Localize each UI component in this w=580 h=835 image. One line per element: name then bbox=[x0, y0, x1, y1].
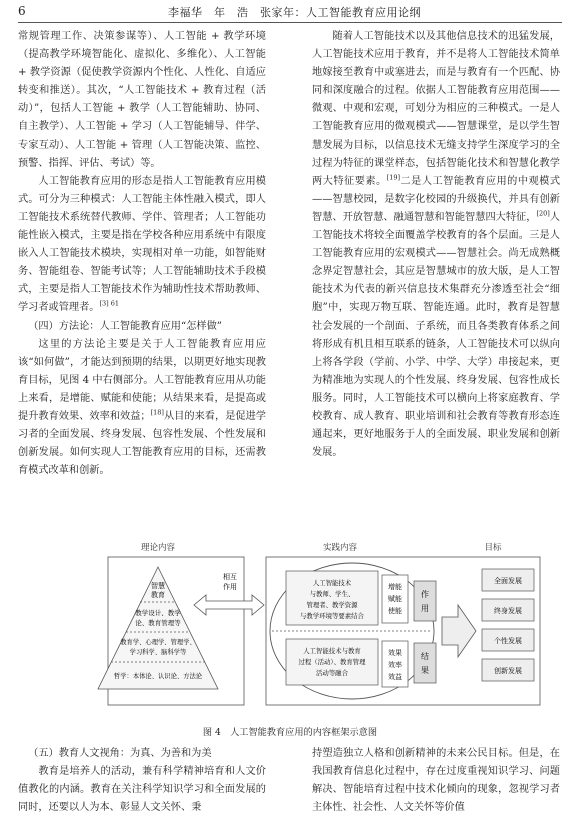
practice-box-line: 人工智能技术与教育 bbox=[303, 647, 361, 655]
practice-box-line: 过程（活动）、教育管理 bbox=[298, 658, 366, 666]
citation: [20] bbox=[536, 209, 550, 218]
left-column bbox=[18, 28, 266, 480]
result-label: 效果 bbox=[388, 649, 402, 657]
function-label: 增能 bbox=[388, 583, 402, 591]
paragraph: 这里的方法论主要是关于人工智能教育应用应该“如何做”，才能达到预期的结果，以期更好地实现教育目标，见图 4 中右侧部分。人工智能教育应用从功能上来看，是增能、赋能和使能；从结果来看，是提高或提升教育效果、效率和效益；[18]从目的来看，是促进学习者的全面发展、终身发展、包容性发展、个性发展和创新发展。如何实现人工智能教育应用的目标，还需教育模式改革和创新。 bbox=[18, 338, 266, 477]
page-number: 6 bbox=[18, 4, 26, 18]
goal-label: 全面发展 bbox=[494, 577, 522, 585]
pyramid-level2-label: 教学设计、教学 bbox=[135, 609, 181, 617]
mutual-label: 相互 bbox=[223, 573, 237, 581]
section-heading: （五）教育人文视角：为真、为善和为美 bbox=[28, 748, 212, 759]
pyramid-level3-label: 教育学、心理学、管理学、 bbox=[120, 639, 196, 646]
action-label: 结 bbox=[421, 652, 429, 661]
theory-pyramid bbox=[98, 567, 218, 689]
citation: [19] bbox=[386, 173, 401, 182]
pyramid-level3-label: 学习科学、脑科学等 bbox=[129, 649, 187, 656]
pyramid-top-label: 教育 bbox=[151, 591, 165, 599]
running-title: 李福华 年 浩 张家年：人工智能教育应用论纲 bbox=[168, 6, 421, 19]
running-header bbox=[18, 4, 562, 23]
paragraph: 人工智能教育应用的形态是指人工智能教育应用模式。可分为三种模式：人工智能主体性融入模式，即人工智能技术系统替代教师、学伴、管理者；人工智能功能性嵌入模式，主要是指在学校各种应用系统中有限度嵌入人工智能技术模块，实现相对单一功能，如智能财务、智能组卷、智能考试等；人工智能辅助技术手段模式，主要是指人工智能技术作为辅助性技术帮助教师、学习者或管理者。$^{[3] 61}$ bbox=[18, 175, 266, 314]
paragraph: 随着人工智能技术以及其他信息技术的迅猛发展，人工智能技术应用于教育，并不是将人工智能技术简单地嫁接至教育中或塞进去，而是与教育有一个匹配、协同和深度融合的过程。依据人工智能教育应用范围——微观、中观和宏观，可划分为相应的三种模式。一是人工智能教育应用的微观模式——智慧课堂，是以学生智慧发展为目标，以信息技术无缝支持学生深度学习的全过程为特征的课堂样态，包括智能化技术和智慧化教学两大特征要素。[19]二是人工智能教育应用的中观模式——智慧校园，是数字化校园的升级换代，并具有创新智慧、开放智慧、融通智慧和智能智慧四大特征，[20]人工智能技术将较全面覆盖学校教育的各个层面。三是人工智能教育应用的宏观模式——智慧社会。尚无成熟概念界定智慧社会，其应是智慧城市的放大版，是人工智能技术为代表的新兴信息技术集群充分渗透至社会“细胞”中，实现万物互联、智能连通。此时，教育是智慧社会发展的一个剖面、子系统，而且各类教育体系之间将形成有机且相互联系的链条，人工智能技术可以纵向上将各学段（学前、小学、中学、大学）串接起来，更为精准地为实现人的个性发展、终身发展、包容性成长服务。同时，人工智能技术可以横向上将家庭教育、学校教育、成人教育、职业培训和社会教育等教育形态连通起来，更好地服务于人的全面发展、职业发展和创新发展。 bbox=[312, 31, 561, 459]
goal-label: 终身发展 bbox=[494, 607, 522, 615]
citation: [3] 61 bbox=[99, 300, 120, 309]
mutual-label: 作用 bbox=[223, 583, 237, 591]
figure-caption: 图 4 人工智能教育应用的内容框架示意图 bbox=[202, 727, 378, 738]
practice-title: 实践内容 bbox=[322, 543, 358, 553]
paragraph: 常规管理工作、决策参谋等）、人工智能 + 教学环境（提高教学环境智能化、虚拟化、多维化）、人工智能 + 教学资源（促使教学资源内个性化、人性化、自适应转变和推送）。其次，“人工智能技术 + 教育过程（活动）”，包括人工智能 + 教学（人工智能辅助、协同、自主教学）、人工智能 + 学习（人工智能辅导、伴学、专家互动）、人工智能 + 管理（人工智能决策、监控、预警、指挥、评估、考试）等。 bbox=[18, 31, 266, 169]
result-label: 效益 bbox=[388, 673, 402, 681]
practice-box-line: 与教师、学生、 bbox=[309, 590, 355, 598]
goal-label: 创新发展 bbox=[494, 667, 522, 675]
function-label: 赋能 bbox=[388, 595, 402, 603]
practice-box-line: 与教学环境等要素结合 bbox=[300, 612, 364, 620]
left-column-bottom bbox=[18, 745, 266, 817]
paragraph: 教育是培养人的活动，兼有科学精神培育和人文价值教化的内涵。教育在关注科学知识学习和全面发展的同时，还要以人为本、彰显人文关怀、秉 bbox=[18, 766, 266, 814]
citation: [18] bbox=[150, 408, 164, 417]
practice-box-line: 人工智能技术 bbox=[312, 579, 352, 587]
section-heading: （四）方法论：人工智能教育应用“怎样做” bbox=[28, 320, 222, 332]
pyramid-level2-label: 论、教育管理等 bbox=[135, 619, 181, 627]
action-label: 果 bbox=[421, 666, 429, 675]
double-arrow-icon bbox=[194, 595, 264, 615]
pyramid-top-label: 智慧 bbox=[151, 582, 165, 590]
function-label: 使能 bbox=[388, 607, 402, 615]
theory-title: 理论内容 bbox=[140, 543, 176, 553]
right-column bbox=[312, 28, 560, 462]
right-column-bottom bbox=[312, 745, 560, 817]
goal-title: 目标 bbox=[484, 543, 502, 553]
practice-box-line: 活动等融合 bbox=[316, 669, 348, 677]
action-label: 用 bbox=[421, 604, 429, 613]
figure-4-diagram bbox=[18, 539, 562, 715]
action-label: 作 bbox=[421, 590, 429, 599]
result-label: 效率 bbox=[388, 661, 402, 669]
practice-box-line: 管理者、教学资源 bbox=[306, 601, 358, 609]
goal-label: 个性发展 bbox=[494, 637, 522, 645]
pyramid-base-label: 哲学：本体论、认识论、方法论 bbox=[113, 673, 203, 680]
paragraph: 持塑造独立人格和创新精神的未来公民目标。但是，在我国教育信息化过程中，存在过度重视知识学习、问题解决、智能培育过程中技术化倾向的现象，忽视学习者主体性、社会性、人文关怀等价值 bbox=[312, 748, 560, 814]
right-arrow-icon bbox=[442, 605, 476, 657]
